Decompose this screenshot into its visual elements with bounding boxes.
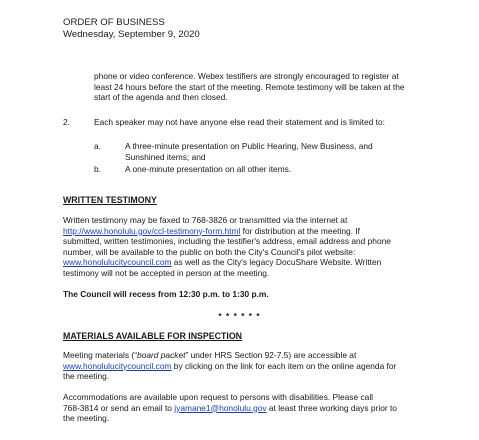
recess-notice: The Council will recess from 12:30 p.m. to 1:30 p.m.	[63, 289, 269, 299]
subitem-a	[125, 141, 430, 162]
intro-line: least 24 hours before the start of the meeting. Remote testimony will be taken at the	[94, 81, 405, 92]
header-date: Wednesday, September 9, 2020	[63, 28, 200, 40]
document-header	[63, 17, 200, 40]
intro-paragraph	[94, 71, 430, 103]
paragraph-line: Accommodations are available upon request to persons with disabilities. Please call	[63, 392, 374, 402]
paragraph-line	[63, 403, 430, 414]
paragraph-text: at least three working days prior to	[266, 402, 397, 413]
paragraph-text: by clicking on the link for each item on the online agenda for	[171, 360, 397, 371]
paragraph-line: submitted, written testimonies, including the testifier's address, email address and phone	[63, 236, 391, 247]
testimony-form-link[interactable]: http://www.honolulu.gov/ccl-testimony-form.html	[63, 225, 241, 236]
paragraph-text: 768-3814 or send an email to	[63, 402, 175, 413]
paragraph-line: Written testimony may be faxed to 768-3826 or transmitted via the internet at	[63, 215, 348, 225]
section-heading-materials: MATERIALS AVAILABLE FOR INSPECTION	[63, 331, 243, 341]
contact-email-link[interactable]: jyamane1@honolulu.gov	[174, 402, 267, 413]
paragraph-line	[63, 257, 430, 268]
paragraph-line	[63, 361, 430, 372]
subitem-label: a.	[94, 141, 101, 151]
item-number: 2.	[63, 117, 70, 127]
section-heading-written-testimony: WRITTEN TESTIMONY	[63, 195, 157, 205]
item-text: Each speaker may not have anyone else read their statement and is limited to:	[94, 117, 385, 127]
paragraph-line	[63, 350, 430, 361]
paragraph-line: the meeting.	[63, 413, 110, 424]
paragraph-text: Meeting materials (“	[63, 350, 138, 360]
subitem-label: b.	[94, 164, 101, 174]
written-testimony-paragraph	[63, 215, 430, 279]
subitem-a-line: Sunshined items; and	[125, 151, 206, 162]
paragraph-line: testimony will not be accepted in person at the meeting.	[63, 267, 270, 278]
section-separator: * * * * * *	[218, 311, 261, 321]
subitem-a-line: A three-minute presentation on Public Hearing, New Business, and	[125, 141, 373, 151]
paragraph-text: as well as the City's legacy DocuShare Website. Written	[171, 257, 382, 268]
paragraph-text: ” under HRS Section 92-7.5) are accessible at	[185, 350, 357, 360]
council-website-link[interactable]: www.honolulucitycouncil.com	[63, 257, 172, 268]
subitem-b: A one-minute presentation on all other items.	[125, 164, 292, 174]
paragraph-line: number, will be available to the public on both the City's Council's pilot website:	[63, 246, 356, 257]
paragraph-line: the meeting.	[63, 371, 110, 382]
paragraph-emphasis: board packet	[137, 350, 186, 360]
materials-website-link[interactable]: www.honolulucitycouncil.com	[63, 360, 172, 371]
intro-line: phone or video conference. Webex testifiers are strongly encouraged to register at	[94, 71, 399, 81]
paragraph-line	[63, 226, 430, 237]
header-title: ORDER OF BUSINESS	[63, 17, 165, 28]
materials-paragraph	[63, 350, 430, 382]
paragraph-text: for distribution at the meeting. If	[240, 225, 360, 236]
accommodations-paragraph	[63, 392, 430, 424]
intro-line: start of the agenda and then closed.	[94, 92, 228, 103]
